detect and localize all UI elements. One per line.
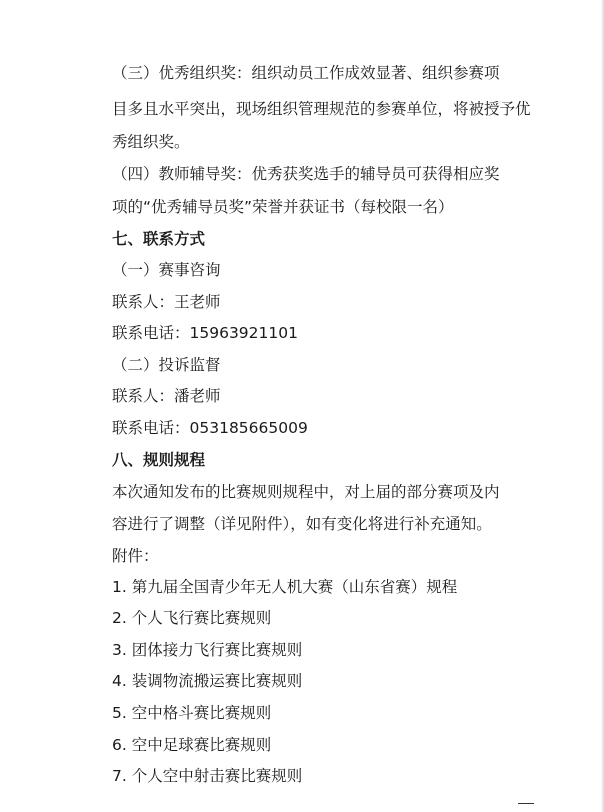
attachments-label: 附件： [112, 547, 159, 565]
org-award-line-1: （三）优秀组织奖：组织动员工作成效显著、组织参赛项 [112, 64, 500, 82]
attachment-item: 2. 个人飞行赛比赛规则 [112, 609, 272, 627]
page-corner-mark [518, 803, 534, 804]
instructor-award-line-2: 项的“优秀辅导员奖”荣誉并获证书（每校限一名） [112, 198, 454, 216]
org-award-line-2: 目多且水平突出，现场组织管理规范的参赛单位，将被授予优 [112, 100, 531, 118]
attachment-item: 4. 装调物流搬运赛比赛规则 [112, 672, 303, 690]
attachment-item: 6. 空中足球赛比赛规则 [112, 736, 272, 754]
attachment-item: 5. 空中格斗赛比赛规则 [112, 704, 272, 722]
consult-phone: 联系电话：15963921101 [112, 324, 298, 342]
complaint-phone: 联系电话：053185665009 [112, 419, 308, 437]
rules-body-line-1: 本次通知发布的比赛规则规程中，对上届的部分赛项及内 [112, 483, 500, 501]
contact-heading: 七、联系方式 [112, 230, 206, 248]
attachment-item: 1. 第九届全国青少年无人机大赛（山东省赛）规程 [112, 578, 458, 596]
attachment-item: 3. 团体接力飞行赛比赛规则 [112, 641, 303, 659]
complaint-label: （二）投诉监督 [112, 356, 221, 374]
consult-person: 联系人：王老师 [112, 293, 221, 311]
attachment-item: 7. 个人空中射击赛比赛规则 [112, 767, 303, 785]
rules-body-line-2: 容进行了调整（详见附件），如有变化将进行补充通知。 [112, 515, 492, 533]
complaint-person: 联系人：潘老师 [112, 387, 221, 405]
org-award-line-3: 秀组织奖。 [112, 133, 190, 151]
consult-label: （一）赛事咨询 [112, 261, 221, 279]
rules-heading: 八、规则规程 [112, 451, 206, 469]
instructor-award-line-1: （四）教师辅导奖：优秀获奖选手的辅导员可获得相应奖 [112, 165, 500, 183]
